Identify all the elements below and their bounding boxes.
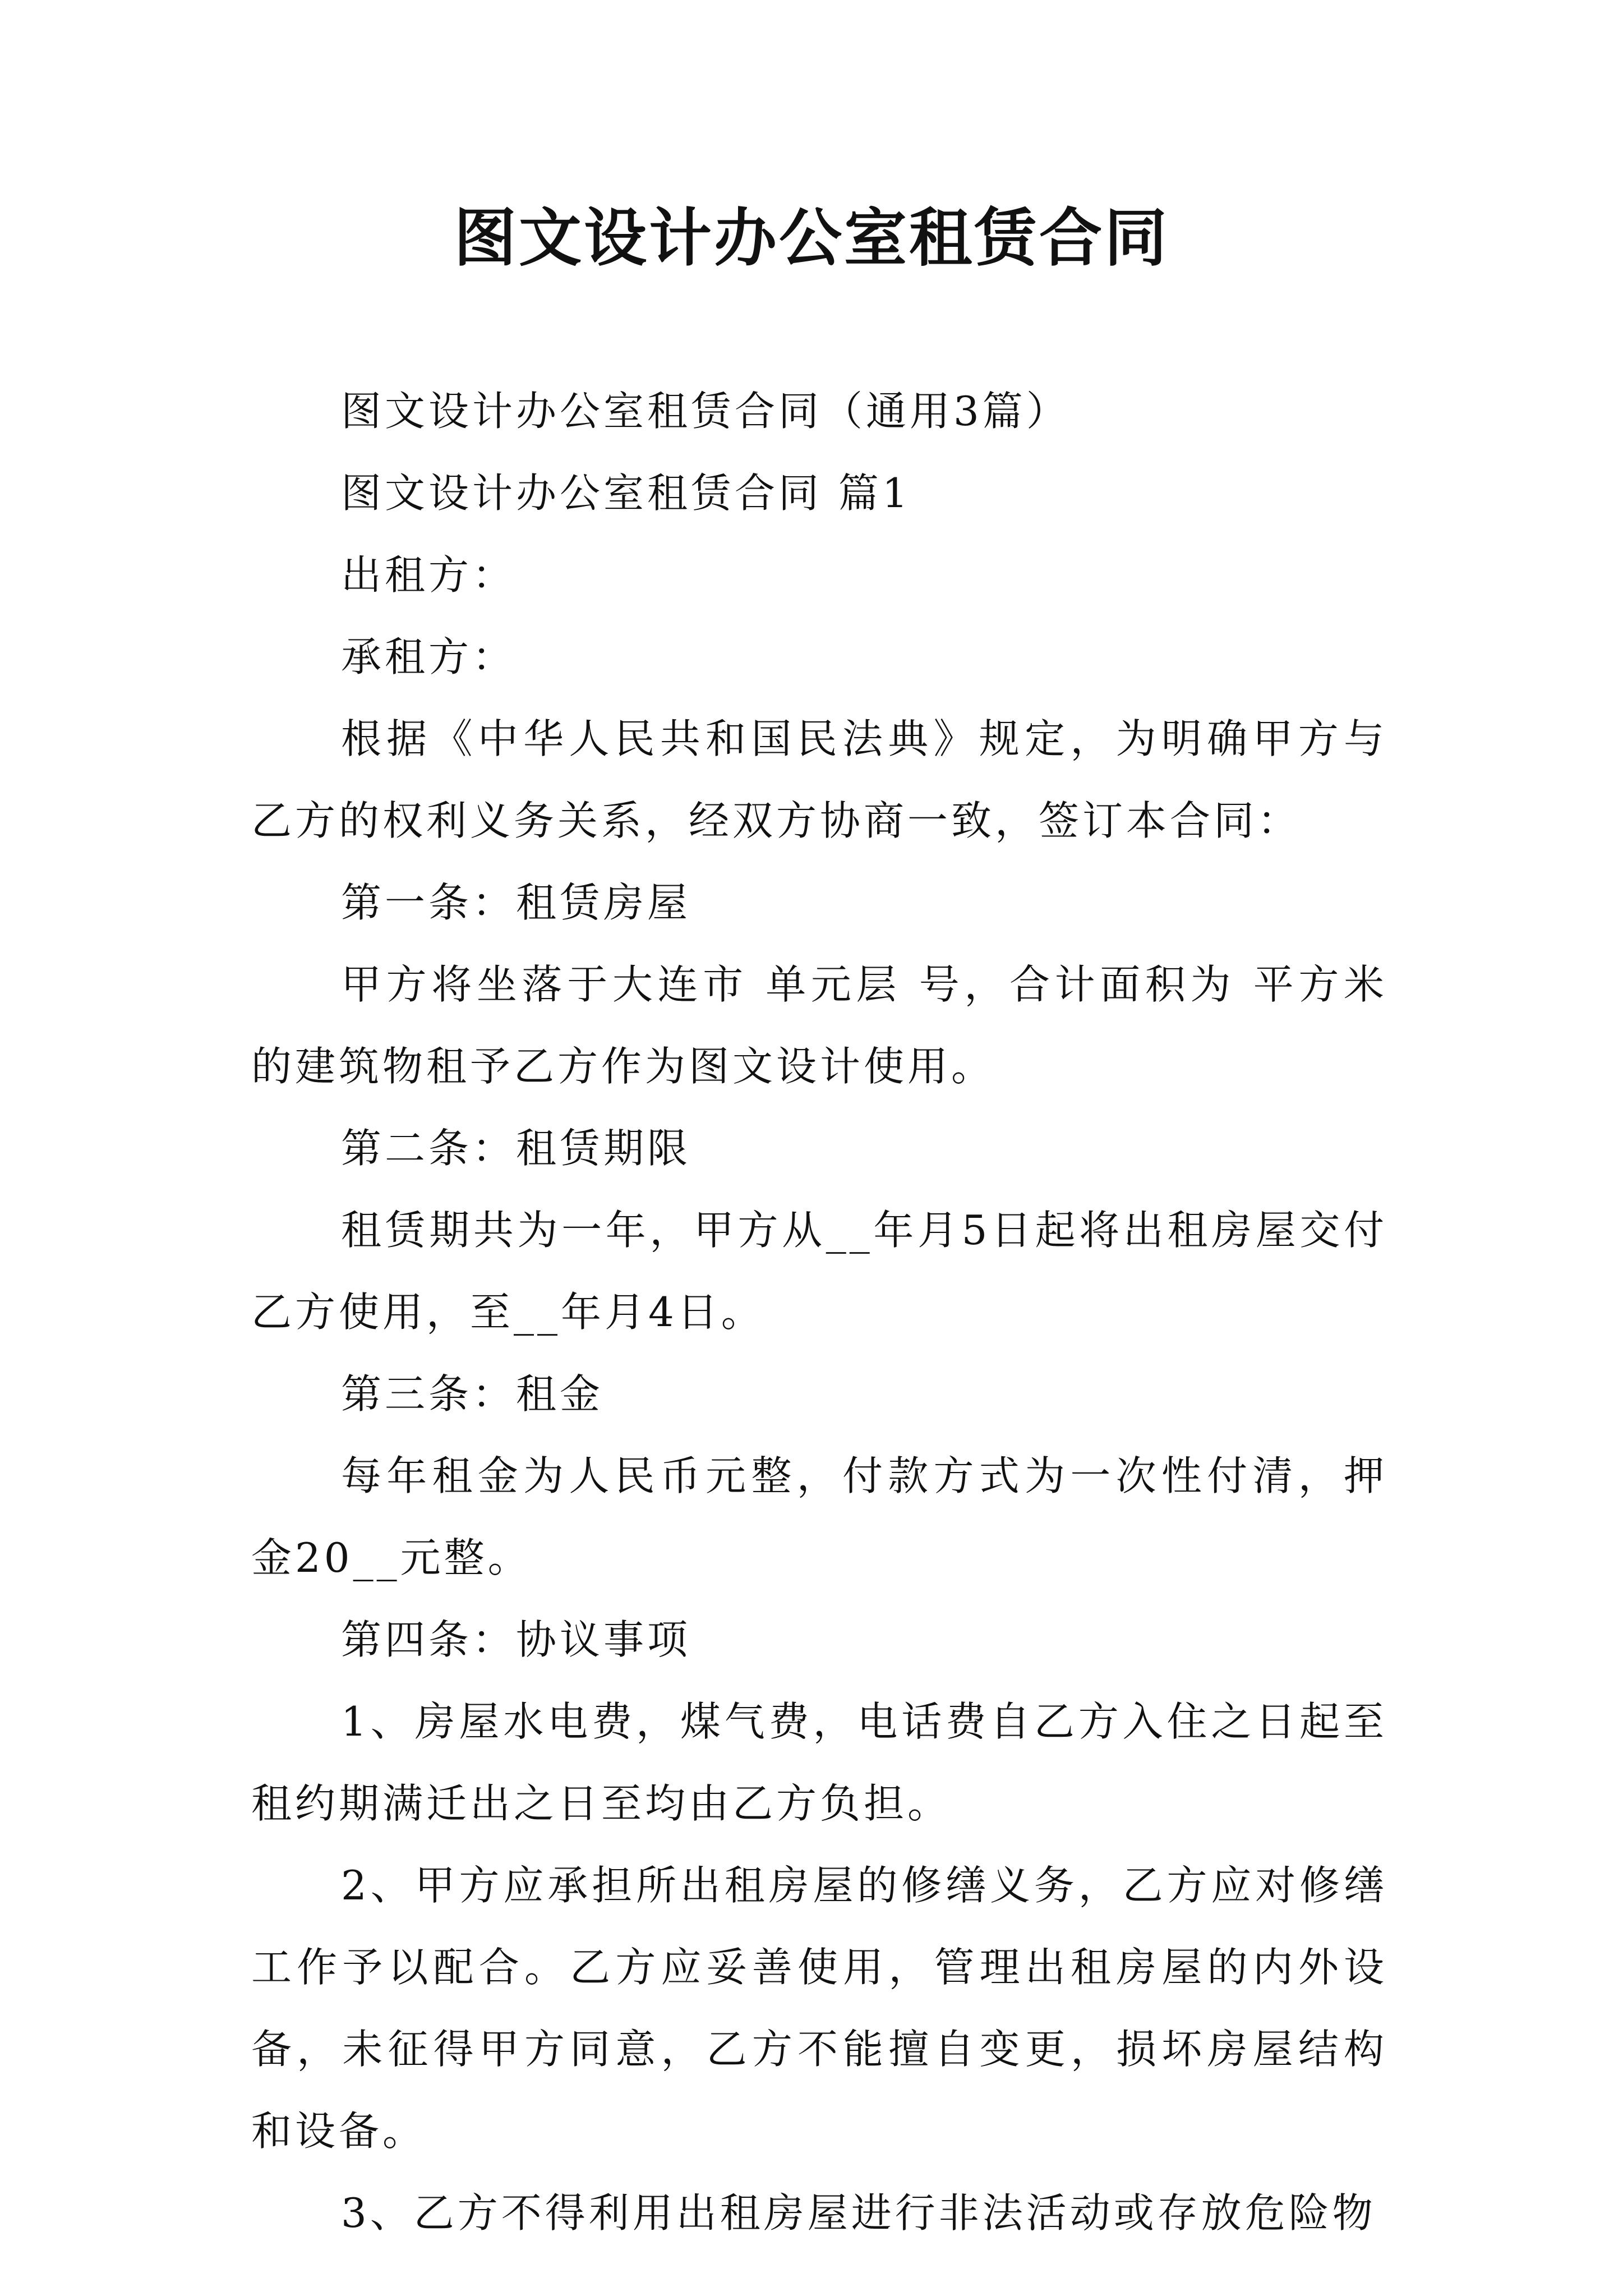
paragraph-article-4-item-3: 3、乙方不得利用出租房屋进行非法活动或存放危险物 — [341, 2189, 1376, 2237]
paragraph-article-1-body: 甲方将坐落于大连市 单元层 号，合计面积为 平方米的建筑物租予乙方作为图文设计使用。 — [251, 961, 1387, 1090]
paragraph-section-heading: 图文设计办公室租赁合同 篇1 — [341, 470, 911, 517]
document-body — [251, 370, 1387, 2254]
paragraph-article-2-heading: 第二条：租赁期限 — [341, 1125, 691, 1172]
paragraph-subtitle: 图文设计办公室租赁合同（通用3篇） — [341, 388, 1070, 435]
paragraph-article-3-body: 每年租金为人民币元整，付款方式为一次性付清，押金20__元整。 — [251, 1452, 1387, 1581]
paragraph-lessee: 承租方： — [341, 633, 517, 680]
paragraph-article-1-heading: 第一条：租赁房屋 — [341, 879, 691, 926]
paragraph-article-3-heading: 第三条：租金 — [341, 1370, 604, 1418]
document-title: 图文设计办公室租赁合同 — [454, 201, 1169, 275]
paragraph-lessor: 出租方： — [341, 551, 517, 599]
paragraph-preamble: 根据《中华人民共和国民法典》规定，为明确甲方与乙方的权利义务关系，经双方协商一致，签订本合同： — [251, 715, 1387, 844]
paragraph-article-2-body: 租赁期共为一年，甲方从__年月5日起将出租房屋交付乙方使用，至__年月4日。 — [251, 1207, 1387, 1336]
paragraph-article-4-item-2: 2、甲方应承担所出租房屋的修缮义务，乙方应对修缮工作予以配合。乙方应妥善使用，管理出租房屋的内外设备，未征得甲方同意，乙方不能擅自变更，损坏房屋结构和设备。 — [251, 1862, 1387, 2155]
paragraph-article-4-heading: 第四条：协议事项 — [341, 1616, 691, 1663]
paragraph-article-4-item-1: 1、房屋水电费，煤气费，电话费自乙方入住之日起至租约期满迁出之日至均由乙方负担。 — [251, 1698, 1387, 1827]
